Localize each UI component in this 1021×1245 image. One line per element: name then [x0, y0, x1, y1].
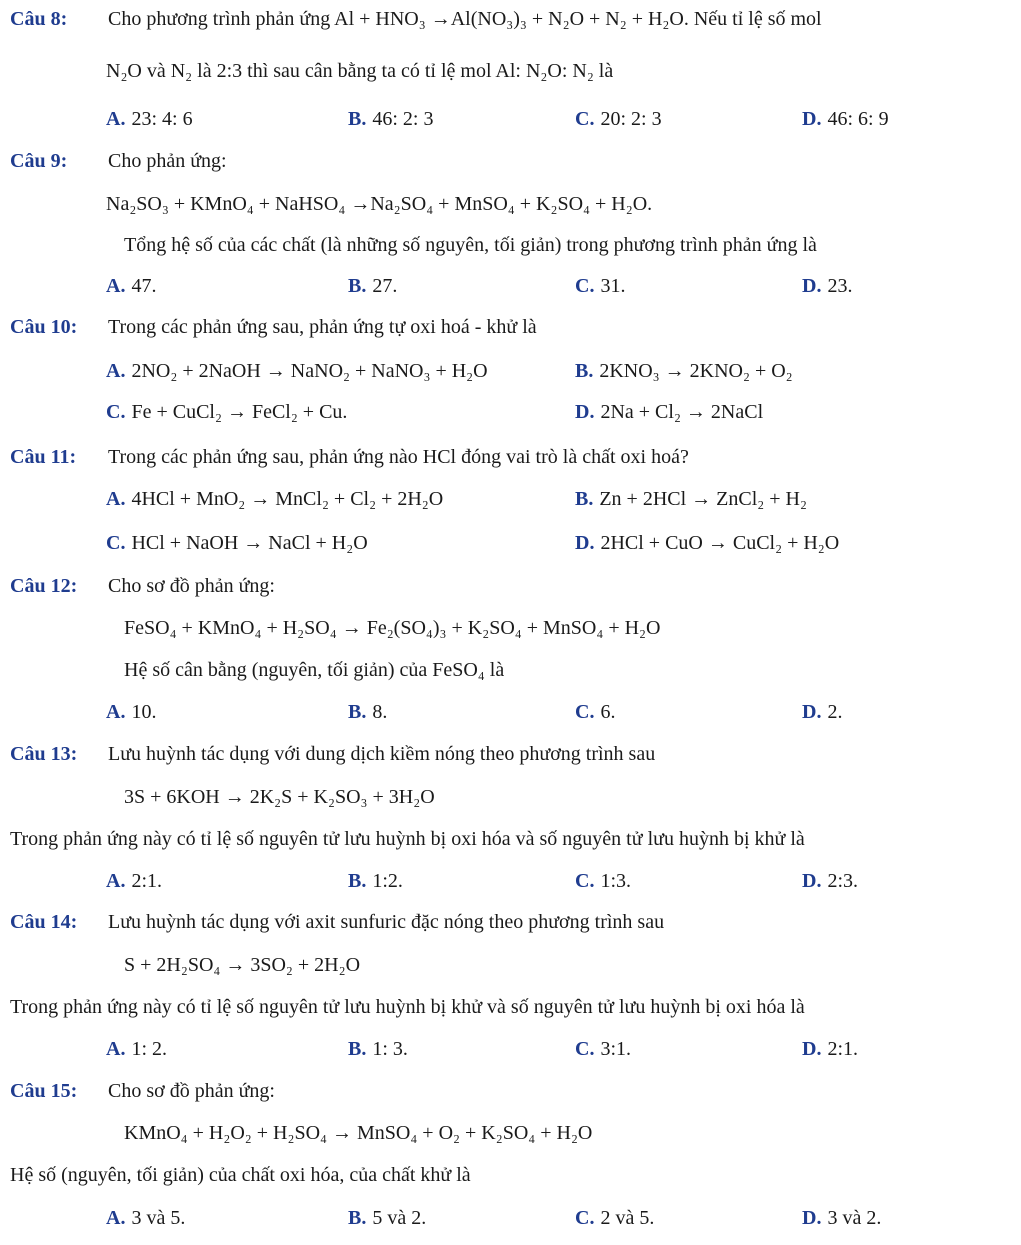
- question-text: Lưu huỳnh tác dụng với axit sunfuric đặc nóng theo phương trình sau: [108, 911, 665, 933]
- option-text: 3 và 2.: [827, 1207, 882, 1229]
- option-label: C.: [575, 275, 595, 297]
- equation: FeSO₄ + KMnO₄ + H₂SO₄ → Fe₂(SO₄)₃ + K₂SO₄ + MnSO₄ + H₂O: [124, 617, 661, 639]
- option-text: 8.: [372, 701, 388, 723]
- question-14: [10, 911, 664, 934]
- option-text: 10.: [131, 701, 157, 723]
- option-label: A.: [106, 360, 126, 382]
- question-text: Lưu huỳnh tác dụng với dung dịch kiềm nóng theo phương trình sau: [108, 743, 656, 765]
- option-text: 27.: [372, 275, 398, 297]
- option-a[interactable]: [106, 1207, 185, 1230]
- question-text: Tổng hệ số của các chất (là những số nguyên, tối giản) trong phương trình phản ứng là: [124, 234, 817, 256]
- question-text: Trong phản ứng này có tỉ lệ số nguyên tử lưu huỳnh bị khử và số nguyên tử lưu huỳnh bị oxi hóa là: [10, 996, 805, 1018]
- option-a[interactable]: [106, 1038, 167, 1061]
- option-text: 46: 6: 9: [827, 108, 889, 130]
- question-10: [10, 316, 537, 339]
- question-text: Trong các phản ứng sau, phản ứng nào HCl đóng vai trò là chất oxi hoá?: [108, 446, 689, 468]
- option-label: D.: [802, 108, 822, 130]
- option-a[interactable]: [106, 701, 156, 724]
- option-a[interactable]: [106, 108, 193, 131]
- option-text: HCl + NaOH → NaCl + H₂O: [131, 532, 368, 554]
- question-number: Câu 12:: [10, 575, 78, 597]
- option-text: Fe + CuCl₂ → FeCl₂ + Cu.: [131, 401, 348, 423]
- option-c[interactable]: [575, 1038, 631, 1061]
- option-b[interactable]: [575, 488, 807, 511]
- question-number: Câu 9:: [10, 150, 68, 172]
- option-c[interactable]: [106, 532, 368, 555]
- option-b[interactable]: [348, 701, 387, 724]
- option-c[interactable]: [575, 275, 625, 298]
- option-text: 2:1.: [827, 1038, 859, 1060]
- option-a[interactable]: [106, 870, 162, 893]
- option-b[interactable]: [348, 870, 403, 893]
- question-text: Hệ số cân bằng (nguyên, tối giản) của FeSO₄ là: [124, 659, 505, 681]
- option-text: 3 và 5.: [131, 1207, 186, 1229]
- option-label: C.: [106, 532, 126, 554]
- option-a[interactable]: [106, 275, 156, 298]
- question-number: Câu 10:: [10, 316, 78, 338]
- option-text: 2HCl + CuO → CuCl₂ + H₂O: [600, 532, 840, 554]
- question-text: N₂O và N₂ là 2:3 thì sau cân bằng ta có tỉ lệ mol Al: N₂O: N₂ là: [106, 60, 614, 82]
- question-text: Cho sơ đồ phản ứng:: [108, 1080, 275, 1102]
- option-text: 6.: [600, 701, 616, 723]
- option-label: A.: [106, 488, 126, 510]
- option-label: C.: [575, 701, 595, 723]
- option-label: D.: [802, 870, 822, 892]
- option-d[interactable]: [802, 108, 889, 131]
- option-text: 3:1.: [600, 1038, 632, 1060]
- option-label: A.: [106, 275, 126, 297]
- option-label: C.: [106, 401, 126, 423]
- option-label: B.: [348, 1207, 367, 1229]
- option-label: B.: [348, 1038, 367, 1060]
- option-label: A.: [106, 1038, 126, 1060]
- option-b[interactable]: [348, 1038, 408, 1061]
- option-d[interactable]: [802, 1038, 858, 1061]
- option-text: 2 và 5.: [600, 1207, 655, 1229]
- option-label: C.: [575, 1038, 595, 1060]
- question-number: Câu 14:: [10, 911, 78, 933]
- question-9: [10, 150, 227, 173]
- question-15: [10, 1080, 275, 1103]
- option-label: B.: [348, 701, 367, 723]
- question-11: [10, 446, 689, 469]
- option-label: A.: [106, 108, 126, 130]
- option-text: 23: 4: 6: [131, 108, 193, 130]
- question-text: Hệ số (nguyên, tối giản) của chất oxi hóa, của chất khử là: [10, 1164, 471, 1186]
- option-d[interactable]: [575, 401, 763, 424]
- option-text: 23.: [827, 275, 853, 297]
- option-label: D.: [802, 701, 822, 723]
- option-text: 2:3.: [827, 870, 859, 892]
- option-a[interactable]: [106, 360, 488, 383]
- question-text: Trong phản ứng này có tỉ lệ số nguyên tử lưu huỳnh bị oxi hóa và số nguyên tử lưu huỳnh bị khử là: [10, 828, 805, 850]
- question-text: Cho phản ứng:: [108, 150, 227, 172]
- option-d[interactable]: [802, 701, 842, 724]
- option-label: B.: [348, 870, 367, 892]
- question-number: Câu 8:: [10, 8, 68, 30]
- option-b[interactable]: [575, 360, 793, 383]
- option-text: 1: 2.: [131, 1038, 168, 1060]
- option-b[interactable]: [348, 275, 397, 298]
- question-text: Cho sơ đồ phản ứng:: [108, 575, 275, 597]
- option-text: 2KNO₃ → 2KNO₂ + O₂: [599, 360, 793, 382]
- question-13: [10, 743, 655, 766]
- option-text: 2.: [827, 701, 843, 723]
- option-b[interactable]: [348, 1207, 426, 1230]
- option-label: D.: [575, 401, 595, 423]
- equation: 3S + 6KOH → 2K₂S + K₂SO₃ + 3H₂O: [124, 786, 435, 808]
- option-c[interactable]: [575, 701, 615, 724]
- option-text: 4HCl + MnO₂ → MnCl₂ + Cl₂ + 2H₂O: [131, 488, 444, 510]
- option-label: A.: [106, 701, 126, 723]
- question-number: Câu 15:: [10, 1080, 78, 1102]
- option-text: 31.: [600, 275, 626, 297]
- option-label: A.: [106, 870, 126, 892]
- option-text: 2:1.: [131, 870, 163, 892]
- option-c[interactable]: [575, 870, 631, 893]
- option-label: C.: [575, 870, 595, 892]
- option-b[interactable]: [348, 108, 433, 131]
- option-d[interactable]: [802, 870, 858, 893]
- option-text: 46: 2: 3: [372, 108, 434, 130]
- option-text: 1:2.: [372, 870, 403, 892]
- equation: KMnO₄ + H₂O₂ + H₂SO₄ → MnSO₄ + O₂ + K₂SO₄ + H₂O: [124, 1122, 593, 1144]
- question-8: [10, 8, 822, 31]
- option-text: 1:3.: [600, 870, 632, 892]
- option-c[interactable]: [106, 401, 347, 424]
- option-text: 1: 3.: [372, 1038, 408, 1060]
- option-text: Zn + 2HCl → ZnCl₂ + H₂: [599, 488, 807, 510]
- option-text: 5 và 2.: [372, 1207, 427, 1229]
- option-label: A.: [106, 1207, 126, 1229]
- option-label: D.: [802, 275, 822, 297]
- option-c[interactable]: [575, 1207, 654, 1230]
- option-text: 47.: [131, 275, 157, 297]
- option-label: B.: [348, 275, 367, 297]
- option-label: C.: [575, 1207, 595, 1229]
- option-a[interactable]: [106, 488, 443, 511]
- option-label: D.: [802, 1038, 822, 1060]
- option-label: B.: [575, 360, 594, 382]
- option-label: D.: [575, 532, 595, 554]
- equation: S + 2H₂SO₄ → 3SO₂ + 2H₂O: [124, 954, 361, 976]
- option-label: D.: [802, 1207, 822, 1229]
- question-text: Cho phương trình phản ứng Al + HNO₃ →Al(NO₃)₃ + N₂O + N₂ + H₂O. Nếu tỉ lệ số mol: [108, 8, 822, 30]
- option-text: 20: 2: 3: [600, 108, 662, 130]
- option-label: C.: [575, 108, 595, 130]
- question-12: [10, 575, 275, 598]
- question-text: Trong các phản ứng sau, phản ứng tự oxi hoá - khử là: [108, 316, 537, 338]
- option-c[interactable]: [575, 108, 662, 131]
- question-number: Câu 13:: [10, 743, 78, 765]
- option-text: 2Na + Cl₂ → 2NaCl: [600, 401, 764, 423]
- option-text: 2NO₂ + 2NaOH → NaNO₂ + NaNO₃ + H₂O: [131, 360, 488, 382]
- question-number: Câu 11:: [10, 446, 77, 468]
- option-label: B.: [348, 108, 367, 130]
- option-d[interactable]: [802, 1207, 881, 1230]
- option-d[interactable]: [575, 532, 839, 555]
- equation: Na₂SO₃ + KMnO₄ + NaHSO₄ →Na₂SO₄ + MnSO₄ + K₂SO₄ + H₂O.: [106, 193, 653, 215]
- option-d[interactable]: [802, 275, 852, 298]
- option-label: B.: [575, 488, 594, 510]
